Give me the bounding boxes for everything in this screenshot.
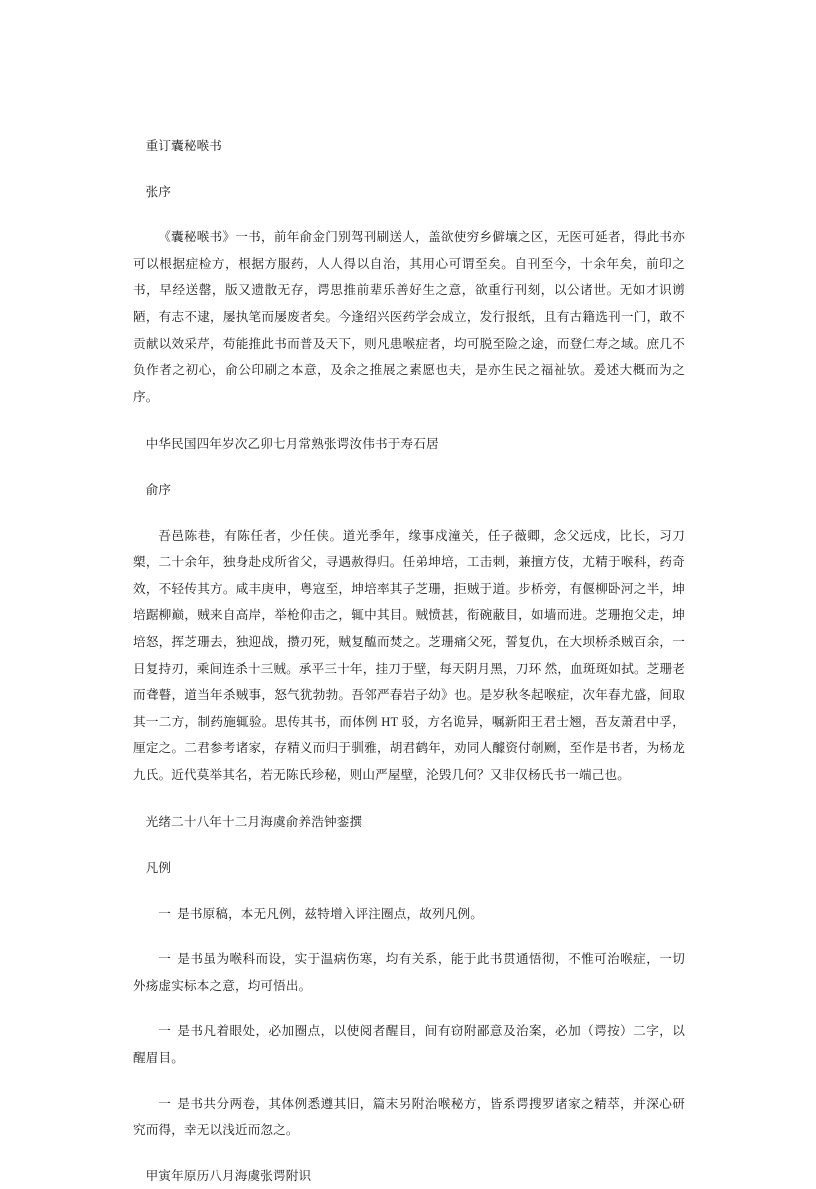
fanli-item-text: 是书共分两卷，其体例悉遵其旧，篇末另附治喉秘方，皆系谔搜罗诸家之精萃，并深心研究而得，幸无以浅近而忽之。 [133,1096,685,1138]
signature-zhang-preface: 中华民国四年岁次乙卯七月常熟张谔汝伟书于寿石居 [145,437,439,452]
paragraph-yu-preface-body: 吾邑陈巷，有陈任者，少任侠。道光季年，缘事戍潼关，任子薇卿，念父远戍，比长，习刀槊，二十余年，独身赴戍所省父，寻遇赦得归。任弟坤培，工击刺，兼擅方伎，尤精于喉科，药奇效，不轻传其方。咸丰庚申，粤寇至，坤培率其子芝珊，拒贼于道。步桥旁，有偃柳卧河之半，坤培踞柳巅，贼来自高岸，举枪仰击之，辄中其目。贼愤甚，衔碗蔽目，如墙而进。芝珊抱父走，坤培怒，挥芝珊去，独迎战，攒刃死，贼复醢而焚之。芝珊痛父死，誓复仇，在大坝桥杀贼百余，一日复持刃，乘间连杀十三贼。承平三十年，挂刀于壁，每天阴月黑，刀环 然，血斑斑如拭。芝珊老而聋瞽，道当年杀贼事，怒气犹勃勃。吾邻严春岩子幼》也。是岁秋冬起喉症，次年春尤盛，间取其一二方，制药施辄验。思传其书，而体例 HT 驳，方名诡异，嘱新阳王君士翘，吾友萧君中孚，厘定之。二君参考诸家，存精义而归于驯雅，胡君鹤年，劝同人醵资付剞劂，至作是书者，为杨龙九氏。近代莫举其名，若无陈氏珍秘，则山严屋壁，沦毁几何？又非仅杨氏书一端己也。 [133,528,685,782]
paragraph-zhang-preface-body: 《囊秘喉书》一书，前年俞金门别驾刊刷送人，盖欲使穷乡僻壤之区，无医可延者，得此书亦可以根据症检方，根据方服药，人人得以自治，其用心可谓至矣。自刊至今，十余年矣，前印之书，早经送罄，版又遗散无存，谔思推前辈乐善好生之意，欲重行刊刻，以公诸世。无如才识谫陋，有志不逮，屡执笔而屡废者矣。今逢绍兴医药学会成立，发行报纸，且有古籍选刊一门，敢不贡献以效采芹，苟能推此书而普及天下，则凡患喉症者，均可脱至险之途，而登仁寿之域。庶几不负作者之初心，俞公印刷之本意，及余之推展之素愿也夫，是亦生民之福祉欤。爰述大概而为之序。 [133,230,685,404]
section-heading-yu-preface: 俞序 [145,482,172,497]
fanli-item [133,1018,685,1071]
section-heading-zhang-preface: 张序 [145,184,172,199]
fanli-item [133,946,685,999]
fanli-item-text: 是书凡着眼处，必加圈点，以使阅者醒目，间有窃附鄙意及治案，必加（谔按）二字，以醒眉目。 [133,1024,685,1066]
fanli-item [133,901,685,928]
fanli-item [133,1091,685,1144]
document-body [133,133,685,1189]
fanli-item-marker: 一 [158,1096,178,1111]
fanli-item-marker: 一 [158,952,178,967]
signature-yu-preface: 光绪二十八年十二月海虞俞养浩钟銮撰 [145,815,363,830]
section-heading-fanli: 凡例 [145,861,172,876]
fanli-item-marker: 一 [158,1024,178,1039]
fanli-item-text: 是书虽为喉科而设，实于温病伤寒，均有关系，能于此书贯通悟彻，不惟可治喉症，一切外疡虚实标本之意，均可悟出。 [133,952,685,993]
signature-fanli: 甲寅年原历八月海虞张谔附识 [145,1168,312,1183]
fanli-item-marker: 一 [158,906,178,921]
page-title: 重订囊秘喉书 [145,139,223,153]
fanli-item-text: 是书原稿，本无凡例，兹特增入评注圈点，故列凡例。 [177,906,483,921]
